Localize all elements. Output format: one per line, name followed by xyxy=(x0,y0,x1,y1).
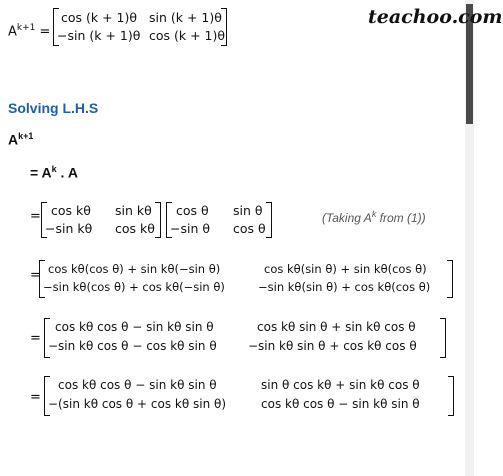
taking-ak-note xyxy=(322,209,426,225)
step3-r2c2: −sin kθ(sin θ) + cos kθ(cos θ) xyxy=(258,280,431,294)
definition-matrix-r2c2: cos (k + 1)θ xyxy=(149,28,226,43)
step2-m2-r1c1: cos θ xyxy=(176,203,209,218)
step1-exponent: k xyxy=(51,164,57,174)
step5-r1c2: sin θ cos kθ + sin kθ cos θ xyxy=(261,378,420,392)
step3-r2c1: −sin kθ(cos θ) + cos kθ(−sin θ) xyxy=(43,280,225,294)
step1-equals: = A xyxy=(30,164,52,181)
step5-r2c1: −(sin kθ cos θ + cos kθ sin θ) xyxy=(48,397,227,411)
scrollbar[interactable] xyxy=(465,0,474,476)
note-prefix: (Taking A xyxy=(322,211,372,225)
solving-heading: Solving L.H.S xyxy=(8,100,99,116)
step1-rest: . A xyxy=(56,164,78,181)
definition-line xyxy=(8,23,50,39)
teachoo-logo: teachoo.com xyxy=(368,6,503,28)
lhs-exponent: k+1 xyxy=(18,131,34,141)
step2-matrix-a xyxy=(166,202,272,238)
step2-equals: = xyxy=(30,209,41,224)
step4-r1c1: cos kθ cos θ − sin kθ sin θ xyxy=(55,320,214,334)
step2-m1-r1c2: sin kθ xyxy=(115,203,152,218)
step2-m2-r1c2: sin θ xyxy=(233,203,263,218)
step4-matrix xyxy=(44,318,446,358)
step4-r1c2: cos kθ sin θ + sin kθ cos θ xyxy=(257,320,416,334)
step2-m2-r2c1: −sin θ xyxy=(170,221,211,236)
step2-m2-r2c2: cos θ xyxy=(233,221,266,236)
step5-r1c1: cos kθ cos θ − sin kθ sin θ xyxy=(58,378,217,392)
step5-equals: = xyxy=(30,390,41,405)
step5-r2c2: cos kθ cos θ − sin kθ sin θ xyxy=(261,397,420,411)
lhs-label xyxy=(8,131,33,148)
definition-matrix-r2c1: −sin (k + 1)θ xyxy=(57,28,141,43)
definition-lhs-exponent: k+1 xyxy=(16,23,36,33)
definition-lhs: A xyxy=(8,24,17,40)
step4-r2c1: −sin kθ cos θ − cos kθ sin θ xyxy=(48,339,217,353)
note-suffix: from (1)) xyxy=(376,211,426,225)
step3-equals: = xyxy=(30,268,41,283)
step2-m1-r2c1: −sin kθ xyxy=(45,221,93,236)
step2-matrix-ak xyxy=(41,202,161,238)
lhs-base: A xyxy=(8,131,19,148)
step4-r2c2: −sin kθ sin θ + cos kθ cos θ xyxy=(248,339,417,353)
step2-m1-r2c2: cos kθ xyxy=(115,221,155,236)
step3-r1c1: cos kθ(cos θ) + sin kθ(−sin θ) xyxy=(48,262,221,276)
definition-matrix-r1c2: sin (k + 1)θ xyxy=(149,10,222,25)
step3-matrix xyxy=(39,260,453,298)
step2-m1-r1c1: cos kθ xyxy=(51,203,91,218)
step3-r1c2: cos kθ(sin θ) + sin kθ(cos θ) xyxy=(264,262,427,276)
step5-matrix xyxy=(44,376,454,416)
definition-matrix-r1c1: cos (k + 1)θ xyxy=(61,10,138,25)
step4-equals: = xyxy=(30,331,41,346)
definition-equals: = xyxy=(35,24,51,40)
definition-matrix xyxy=(53,8,227,46)
note-exponent: k xyxy=(371,209,377,219)
step1-line xyxy=(30,164,78,181)
